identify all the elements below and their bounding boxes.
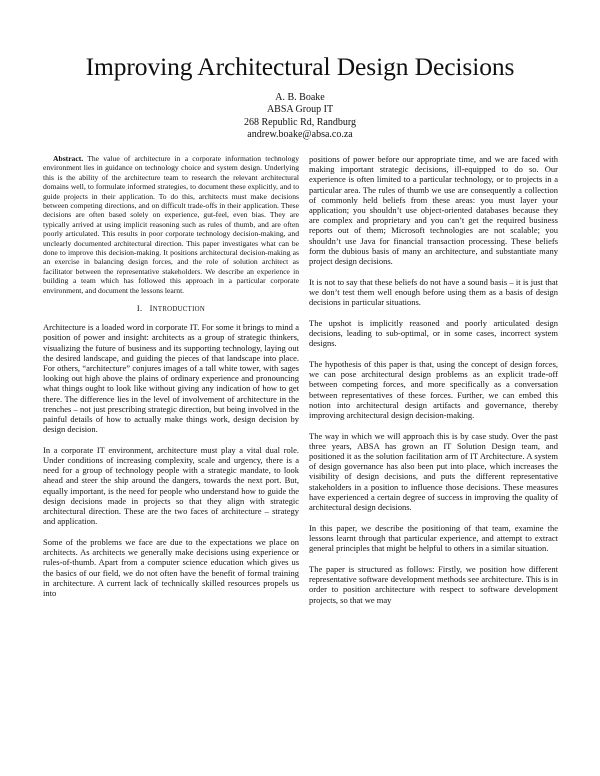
section-title-initial: I xyxy=(149,304,153,314)
body-paragraph: The way in which we will approach this is by case study. Over the past three years, ABSA has grown an IT Solution Design team, and positioned it as the solution facilitation arm of IT Architecture. A system of design governance has also been put into place, which increases the visibility of design decisions, and puts the different representative stakeholders in a position to influence those decisions. These measures have experienced a certain degree of success in improving the quality of architectural design decisions. xyxy=(309,430,558,513)
left-column xyxy=(43,154,299,609)
body-paragraph: Architecture is a loaded word in corporate IT. For some it brings to mind a position of power and insight: architects as a group of strategic thinkers, visualizing the future of business and its supporting technology, laying out the desired landscape, and guiding the pieces of that landscape into place. For others, “architecture” conjures images of a tall white tower, with sages looking out high above the plains of ordinary experience and pronouncing what things ought to look like without giving any indication of how to get there. The difference lies in the level of involvement of architecture in the trenches – not just prescribing strategic direction, but being involved in the painful details of how to actually make things work, design decision by design decision. xyxy=(43,322,299,435)
author-name: A. B. Boake xyxy=(275,92,325,103)
body-paragraph: It is not to say that these beliefs do not have a sound basis – it is just that we don’t test them well enough before using them as a basis of design decisions in particular situations. xyxy=(309,276,558,308)
abstract-label: Abstract. xyxy=(53,154,84,163)
section-numeral: I. xyxy=(136,304,143,314)
section-heading-introduction xyxy=(43,304,299,315)
paper-title: Improving Architectural Design Decisions xyxy=(85,52,515,81)
body-paragraph: The upshot is implicitly reasoned and poorly articulated design decisions, leading to sub-optimal, or in some cases, incorrect system designs. xyxy=(309,317,558,349)
body-paragraph: In this paper, we describe the positioning of that team, examine the lessons learnt through that particular experience, and attempt to extract general principles that might be helpful to others in a similar situation. xyxy=(309,522,558,554)
body-paragraph: In a corporate IT environment, architecture must play a vital dual role. Under conditions of increasing complexity, scale and urgency, there is a need for a group of technology people with a strategic mandate, to look ahead and steer the ship around the dangers, towards the next port. But, equally important, is the need for people who understand how to guide the design decisions made in projects so that they align with strategic architectural direction. These are the two faces of architecture – strategy and application. xyxy=(43,444,299,527)
body-paragraph: positions of power before our appropriate time, and we are faced with making important strategic decisions, ill-equipped to do so. Our experience is often limited to a particular technology, or to projects in a particular area. The rules of thumb we use are consequently a collection of commonly held beliefs from these areas: you must layer your application; you shouldn’t use object-oriented databases because they are complex and proprietary and you can’t get the required business reports out of them; Microsoft technologies are not scalable; you shouldn’t use Java for financial transaction processing. These beliefs form the dubious basis of many an architecture, and substantiate many project design decisions. xyxy=(309,154,558,267)
author-address: 268 Republic Rd, Randburg xyxy=(243,116,357,128)
right-column xyxy=(309,154,558,615)
author-email: andrew.boake@absa.co.za xyxy=(247,129,353,141)
abstract-text: The value of architecture in a corporate information technology environment lies in guidance on technology choice and system design. Underlying this is the ability of the architecture team to research the relevant architectural domains well, to formulate informed strategies, to document these explicitly, and to guide projects in their application. To do this, architects must make decisions between competing directions, and on difficult trade-offs in their application. These decisions are often based solely on experience, gut-feel, even bias. They are typically arrived at using implicit reasoning such as rules of thumb, and are often poorly articulated. This results in poor corporate technology decision-making, and unclearly documented architectural direction. This paper investigates what can be done to improve this decision-making. It positions architectural decision-making as an exercise in balancing design forces, and the role of solution architect as facilitator between the representative stakeholders. We describe an experience in building a team which has followed this approach in a particular corporate environment, and document the lessons learnt. xyxy=(43,154,299,295)
abstract xyxy=(43,154,299,295)
body-paragraph: The hypothesis of this paper is that, using the concept of design forces, we can pose architectural design problems as an explicit trade-off between competing forces, and more specifically as a conversation between representatives of these forces. Further, we can embed this notion into architectural design artifacts and governance, thereby improving architectural design decision-making. xyxy=(309,358,558,420)
section-title-rest: NTRODUCTION xyxy=(152,306,206,314)
author-affiliation: ABSA Group IT xyxy=(266,104,334,116)
author-block xyxy=(0,92,600,142)
body-paragraph: The paper is structured as follows: Firstly, we position how different representative software development methods see architecture. This is in order to position architecture with respect to software development projects, so that we may xyxy=(309,563,558,605)
body-paragraph: Some of the problems we face are due to the expectations we place on architects. As architects we generally make decisions using experience or rules-of-thumb. Apart from a computer science education which gives us the basics of our field, we do not often have the benefit of formal training in architecture. A current lack of technically skilled resources propels us into xyxy=(43,536,299,598)
